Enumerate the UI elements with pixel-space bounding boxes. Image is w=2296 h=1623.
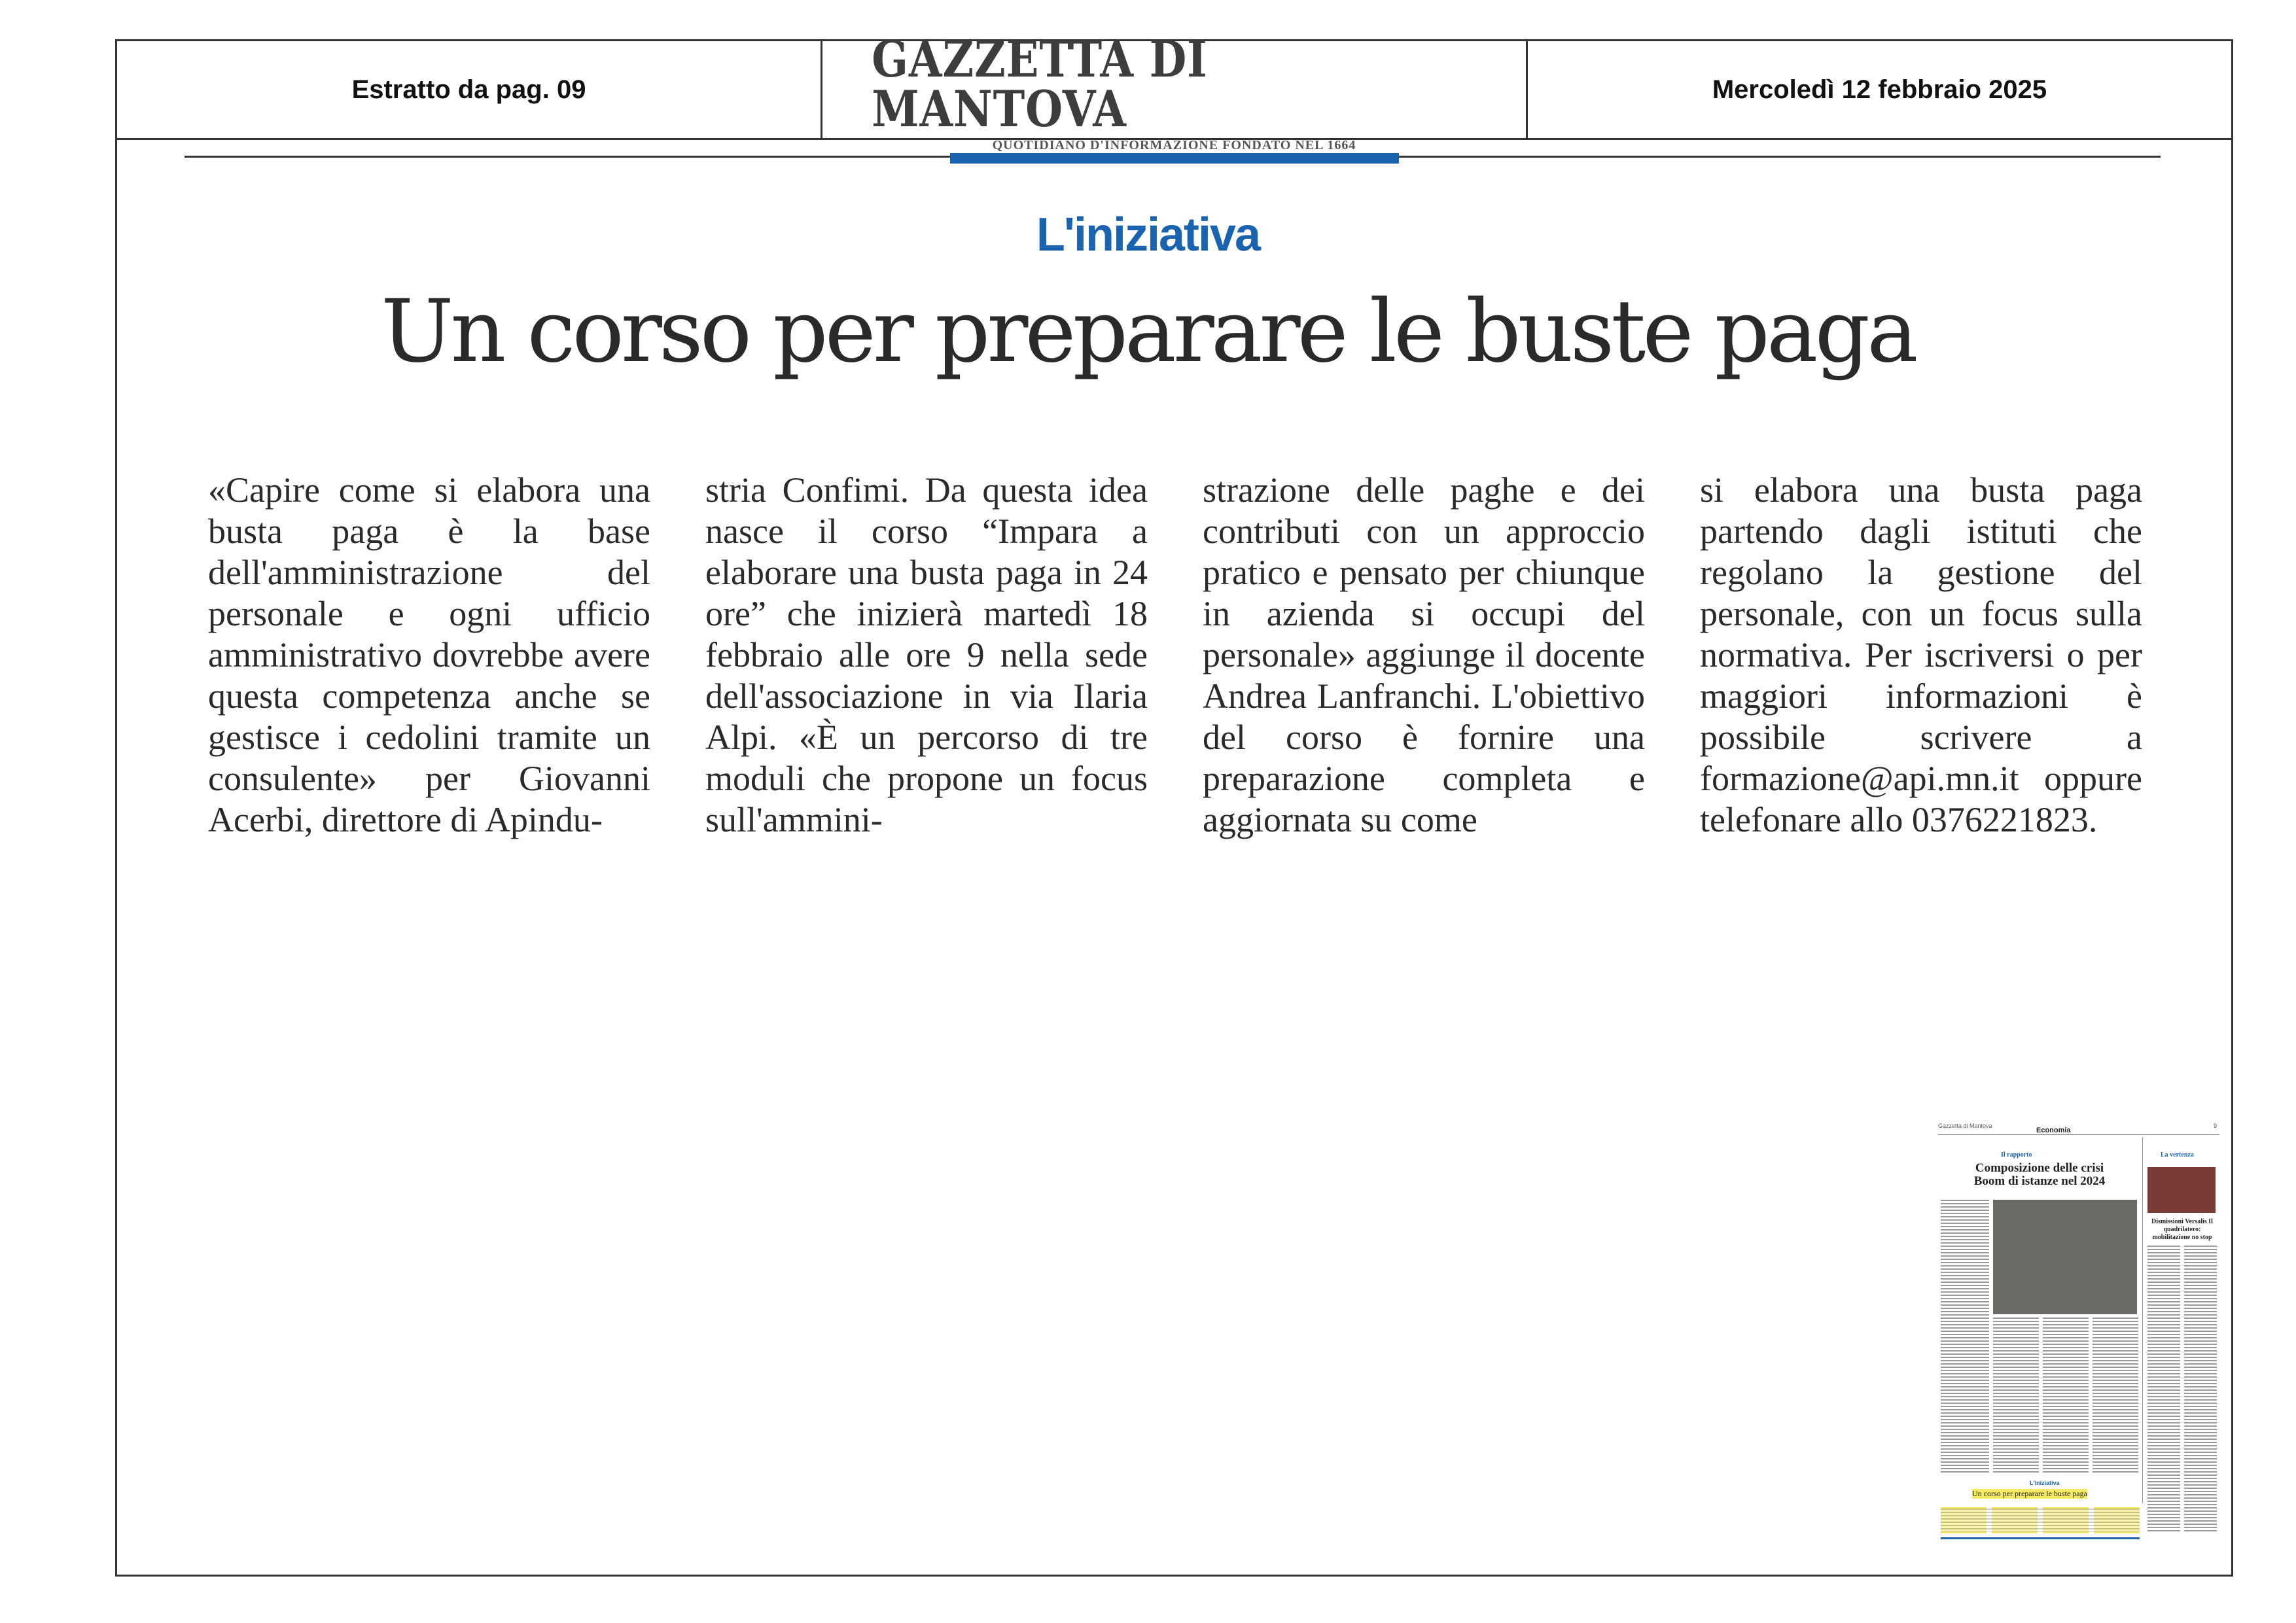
thumbnail-text-block	[1993, 1318, 2039, 1475]
header-row	[117, 29, 2231, 152]
thumbnail-text-block	[2093, 1318, 2138, 1475]
section-rule-accent	[950, 153, 1399, 164]
masthead-logo: GAZZETTA DI MANTOVA	[872, 29, 1208, 138]
thumbnail-left-kicker: Il rapporto	[2001, 1151, 2032, 1159]
thumbnail-left-headline-2: Boom di istanze nel 2024	[1973, 1174, 2106, 1188]
masthead-block	[821, 29, 1528, 152]
thumbnail-right-photo	[2147, 1167, 2216, 1213]
thumbnail-bottom-headline: Un corso per preparare le buste paga	[1972, 1489, 2087, 1498]
thumbnail-paper-name: Gazzetta di Mantova	[1938, 1123, 1992, 1129]
article-headline: Un corso per preparare le buste paga	[381, 281, 1915, 382]
thumbnail-left-photo	[1993, 1200, 2137, 1314]
thumbnail-text-block	[1941, 1200, 1989, 1475]
thumbnail-bottom-kicker: L'iniziativa	[2030, 1480, 2060, 1486]
thumbnail-section: Economia	[2036, 1126, 2071, 1134]
page-thumbnail	[1938, 1121, 2219, 1546]
thumbnail-text-block	[2043, 1318, 2089, 1475]
article-column-1: «Capire come si elabora una busta paga è la base dell'amministrazione del personale e ogni ufficio amministrativo dovrebbe avere questa competenza anche se gestisce i cedolini tramite un consulente» per Giovanni Acerbi, direttore di Apindu-	[208, 470, 650, 839]
masthead-tagline: QUOTIDIANO D'INFORMAZIONE FONDATO NEL 1664	[992, 137, 1356, 152]
issue-date: Mercoledì 12 febbraio 2025	[1712, 75, 2047, 104]
thumbnail-right-kicker: La vertenza	[2161, 1151, 2194, 1159]
thumbnail-text-block	[2184, 1246, 2217, 1533]
thumbnail-right-headline: Dismissioni Versalis Il quadrilatero: mobilitazione no stop	[2151, 1218, 2213, 1241]
article-column-3: strazione delle paghe e dei contributi con un approccio pratico e pensato per chiunque in azienda si occupi del personale» aggiunge il docente Andrea Lanfranchi. L'obiettivo del corso è fornire una preparazione completa e aggiornata su come	[1203, 470, 1645, 839]
thumbnail-accent-rule	[1941, 1537, 2140, 1539]
article-kicker: L'iniziativa	[1036, 209, 1260, 261]
article-column-4: si elabora una busta paga partendo dagli istituti che regolano la gestione del personale, con un focus sulla normativa. Per iscriversi o per maggiori informazioni è possibile scrivere a formazione@api.mn.it oppure telefonare allo 0376221823.	[1700, 470, 2142, 839]
article-column-2: stria Confimi. Da questa idea nasce il corso “Impara a elaborare una busta paga in 24 ore” che inizierà martedì 18 febbraio alle ore 9 nella sede dell'associazione in via Ilaria Alpi. «È un percorso di tre moduli che propone un focus sull'ammini-	[705, 470, 1148, 839]
thumbnail-topbar	[1938, 1121, 2219, 1135]
thumbnail-text-block	[1941, 1509, 2140, 1532]
thumbnail-text-block	[2147, 1246, 2180, 1533]
thumbnail-page-number: 9	[2213, 1123, 2217, 1129]
extract-label: Estratto da pag. 09	[351, 75, 586, 104]
thumbnail-left-headline-1: Composizione delle crisi	[1975, 1161, 2104, 1175]
thumbnail-column-rule	[2142, 1137, 2143, 1503]
